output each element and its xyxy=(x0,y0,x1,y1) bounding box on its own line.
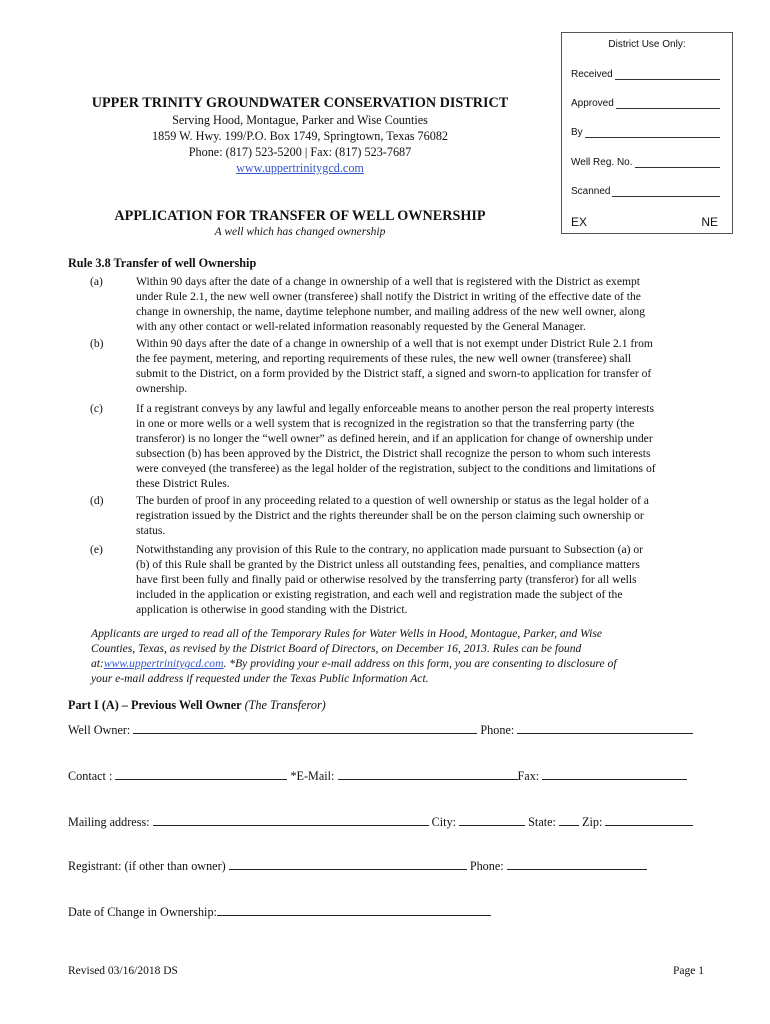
rule-item-e: (e) Notwithstanding any provision of this Rule to the contrary, no application made pursuant to Subsection (a) or (b) of this Rule shall be granted by the District unless all outstanding fees, penalties, and compliance matters have first been fully and finally paid or otherwise resolved by the transferring party (transferor) for all wells included in the application or existing registration, and each well and registration made the subject of the application is otherwise in good standing with the District. xyxy=(90,543,644,616)
zip-input[interactable] xyxy=(605,814,693,826)
scanned-field[interactable]: Scanned xyxy=(571,186,720,197)
contact-row: Contact : *E-Mail: Fax: xyxy=(68,768,687,784)
approved-field[interactable]: Approved xyxy=(571,98,720,109)
rule-item-c: (c) If a registrant conveys by any lawful and legally enforceable means to another person the real property interests in one or more wells or a well system that is recognized in the registration so that the transferring party (the transferor) is no longer the “well owner” as defined herein, and if an application for change of ownership under subsection (b) has been approved by the District, the District shall recognize the person to whom such interests were conveyed (the transferee) as the legal holder of the registration, subject to the conditions and limitations of these District Rules. xyxy=(90,402,656,490)
district-use-title: District Use Only: xyxy=(608,39,686,50)
org-name: UPPER TRINITY GROUNDWATER CONSERVATION DISTRICT xyxy=(91,95,509,111)
org-phone-fax: Phone: (817) 523-5200 | Fax: (817) 523-7687 xyxy=(188,145,412,159)
date-change-input[interactable] xyxy=(217,904,491,916)
rule-item-a: (a) Within 90 days after the date of a change in ownership of a well that is registered with the District as exempt under Rule 2.1, the new well owner (transferee) shall notify the District in writing of the effective date of the change in ownership, the name, daytime telephone number, and mailing address of the new well owner, along with any other contact or well-related information reasonably requested by the General Manager. xyxy=(90,275,646,333)
website-link[interactable]: www.uppertrinitygcd.com xyxy=(236,161,364,175)
state-input[interactable] xyxy=(559,814,579,826)
rule-item-b: (b) Within 90 days after the date of a change in ownership of a well that is not exempt under District Rule 2.1 from the fee payment, metering, and reporting requirements of these rules, the new well owner (transferee) shall submit to the District, on a form provided by the District staff, a signed and sworn-to application for transfer of ownership. xyxy=(90,337,653,395)
email-input[interactable] xyxy=(338,768,518,780)
rule-title: Rule 3.8 Transfer of well Ownership xyxy=(68,256,257,270)
well-reg-no-field[interactable]: Well Reg. No. xyxy=(571,157,720,168)
form-title: APPLICATION FOR TRANSFER OF WELL OWNERSHIP xyxy=(114,208,486,224)
ex-ne-row xyxy=(571,215,718,229)
website-link-row xyxy=(40,161,560,176)
ex-label[interactable]: EX xyxy=(571,215,588,229)
well-owner-phone-input[interactable] xyxy=(517,722,693,734)
registrant-phone-input[interactable] xyxy=(507,858,647,870)
part1-heading: Part I (A) – Previous Well Owner (The Transferor) xyxy=(68,698,326,712)
city-input[interactable] xyxy=(459,814,525,826)
well-owner-input[interactable] xyxy=(133,722,477,734)
org-address: 1859 W. Hwy. 199/P.O. Box 1749, Springtown, Texas 76082 xyxy=(151,129,449,143)
ne-label[interactable]: NE xyxy=(701,215,718,229)
serving-counties: Serving Hood, Montague, Parker and Wise Counties xyxy=(172,113,428,127)
date-change-row: Date of Change in Ownership: xyxy=(68,904,491,920)
revision-note: Revised 03/16/2018 DS xyxy=(68,965,178,977)
well-owner-row: Well Owner: Phone: xyxy=(68,722,693,738)
mailing-row: Mailing address: City: State: Zip: xyxy=(68,814,693,830)
registrant-row: Registrant: (if other than owner) Phone: xyxy=(68,858,647,874)
rules-link[interactable]: www.uppertrinitygcd.com xyxy=(103,657,224,670)
registrant-input[interactable] xyxy=(229,858,467,870)
page-number: Page 1 xyxy=(673,965,704,977)
fax-input[interactable] xyxy=(542,768,687,780)
mailing-address-input[interactable] xyxy=(153,814,429,826)
rule-item-d: (d) The burden of proof in any proceeding related to a question of well ownership or status as the legal holder of a registration issued by the District and the rights thereunder shall be on the person claiming such ownership or status. xyxy=(90,494,649,537)
applicant-note: Applicants are urged to read all of the Temporary Rules for Water Wells in Hood, Montague, Parker, and Wise Counties, Texas, as revised by the District Board of Directors, on December 16, 2013. Rules can be found at:www.uppertrinitygcd.com. *By providing your e-mail address on this form, you are consenting to disclosure of your e-mail address if requested under the Texas Public Information Act. xyxy=(91,627,617,685)
received-field[interactable]: Received xyxy=(571,69,720,80)
district-use-box xyxy=(561,32,733,234)
contact-input[interactable] xyxy=(115,768,287,780)
form-subtitle: A well which has changed ownership xyxy=(214,226,386,238)
by-field[interactable]: By xyxy=(571,127,720,138)
